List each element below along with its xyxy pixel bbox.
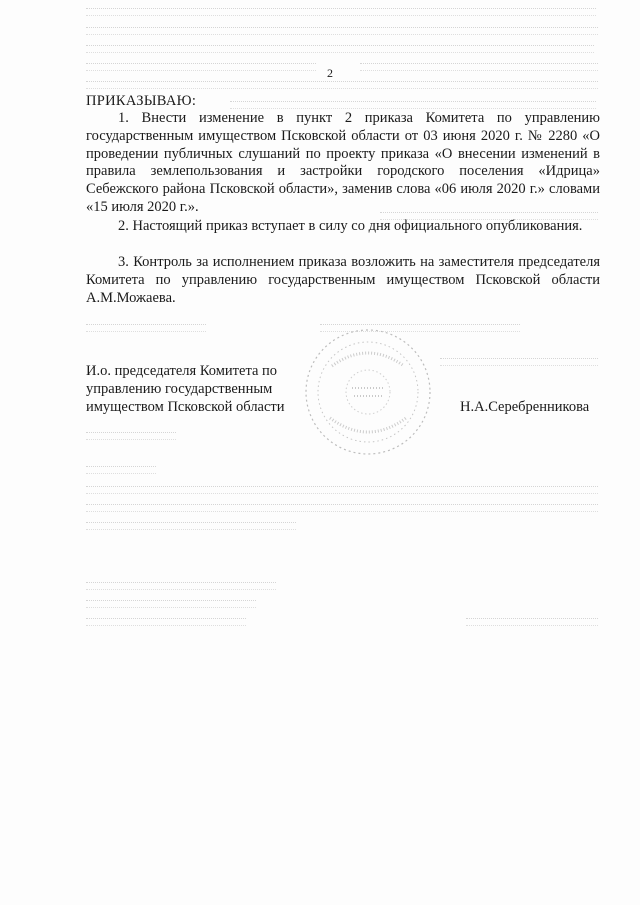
paragraph-text: 2. Настоящий приказ вступает в силу со дня официального опубликования.	[118, 218, 583, 234]
paragraph-2	[86, 218, 600, 236]
paragraph-text: 1. Внести изменение в пункт 2 приказа Комитета по управлению государственным имуществом Псковской области от 03 июня 2020 г. № 2280 «О проведении публичных слушаний по проекту приказа «О внесении изменений в правила землепользования и застройки городского поселения «Идрица» Себежского района Псковской области», заменив слова «06 июля 2020 г.» словами «15 июля 2020 г.».	[86, 110, 600, 215]
paragraph-text: 3. Контроль за исполнением приказа возложить на заместителя председателя Комитета по управлению государственным имуществом Псковской области А.М.Можаева.	[86, 254, 600, 306]
official-seal-stamp	[302, 326, 434, 458]
page-number: 2	[327, 66, 333, 80]
paragraph-1	[86, 110, 600, 217]
signatory-name: Н.А.Серебренникова	[460, 399, 590, 415]
paragraph-3	[86, 254, 600, 307]
signatory-title: И.о. председателя Комитета по управлению государственным имуществом Псковской области	[86, 363, 285, 415]
order-heading: ПРИКАЗЫВАЮ:	[86, 93, 197, 109]
